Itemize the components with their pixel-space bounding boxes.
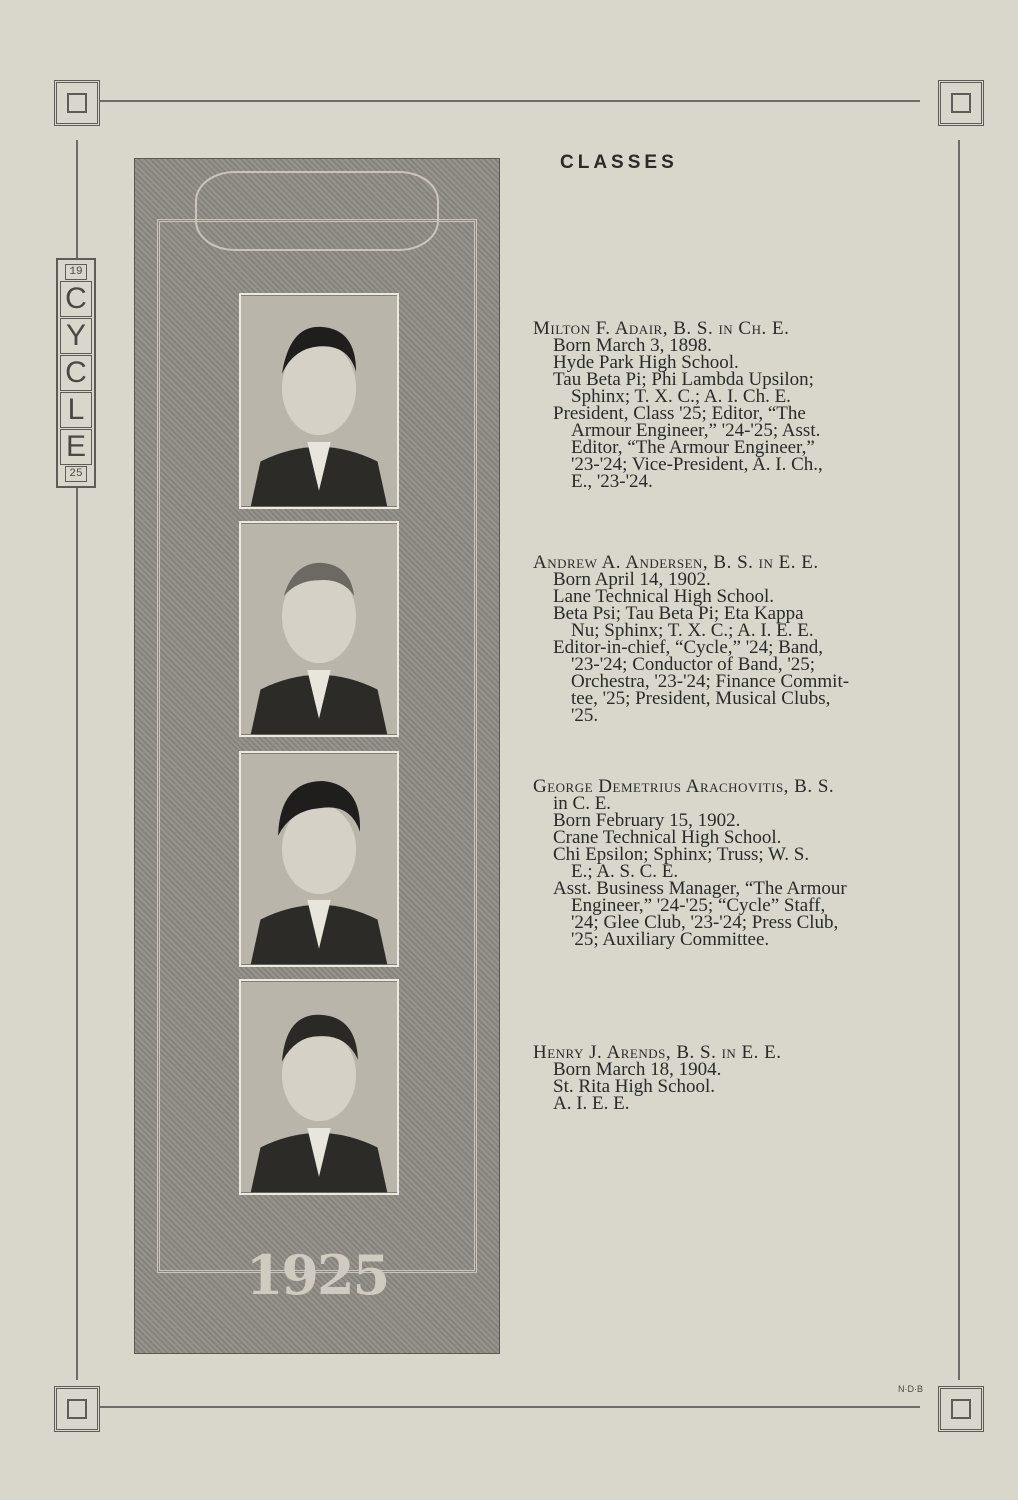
page-heading: CLASSES (560, 152, 678, 173)
class-member-entry (533, 778, 878, 948)
portrait-silhouette (241, 753, 397, 965)
corner-ornament-top-left (54, 80, 100, 126)
member-detail: Engineer,” '24-'25; “Cycle” Staff, (571, 895, 826, 916)
member-detail: E., '23-'24. (571, 471, 653, 492)
portrait-silhouette (241, 295, 397, 507)
portrait-photo (239, 751, 399, 967)
corner-ornament-top-right (938, 80, 984, 126)
member-detail: '24; Glee Club, '23-'24; Press Club, (571, 912, 839, 933)
member-name: Henry J. Arends, B. S. in E. E. (533, 1042, 782, 1063)
member-detail: Born March 18, 1904. (553, 1059, 722, 1080)
member-detail: '23-'24; Vice-President, A. I. Ch., (571, 454, 823, 475)
portrait-photo (239, 293, 399, 509)
portrait-silhouette (241, 523, 397, 735)
top-border (100, 100, 920, 102)
member-detail: Hyde Park High School. (553, 352, 739, 373)
portrait-photo (239, 979, 399, 1195)
member-detail: Chi Epsilon; Sphinx; Truss; W. S. (553, 844, 810, 865)
panel-year: 1925 (245, 1243, 389, 1307)
member-detail: Beta Psi; Tau Beta Pi; Eta Kappa (553, 603, 804, 624)
member-detail: Orchestra, '23-'24; Finance Commit- (571, 671, 850, 692)
member-detail: Editor, “The Armour Engineer,” (571, 437, 815, 458)
member-detail: Born March 3, 1898. (553, 335, 712, 356)
class-member-entry (533, 554, 878, 724)
class-member-entry (533, 320, 878, 490)
member-detail: Lane Technical High School. (553, 586, 774, 607)
bottom-border (100, 1406, 920, 1408)
emblem-letter: C (60, 281, 92, 317)
emblem-letter: E (60, 429, 92, 465)
portrait-panel (134, 158, 500, 1354)
member-detail: St. Rita High School. (553, 1076, 716, 1097)
portrait-silhouette (241, 981, 397, 1193)
member-detail: Editor-in-chief, “Cycle,” '24; Band, (553, 637, 824, 658)
emblem-letter: Y (60, 318, 92, 354)
member-detail: '25; Auxiliary Committee. (571, 929, 770, 950)
emblem-bottom-number: 25 (65, 466, 86, 482)
member-detail: Tau Beta Pi; Phi Lambda Upsilon; (553, 369, 814, 390)
portrait-photo (239, 521, 399, 737)
member-detail: Born February 15, 1902. (553, 810, 741, 831)
cycle-side-emblem (56, 258, 96, 488)
artist-mark: N·D·B (898, 1384, 923, 1394)
member-detail: Born April 14, 1902. (553, 569, 711, 590)
member-name: George Demetrius Arachovitis, B. S. (533, 776, 835, 797)
emblem-letter: C (60, 355, 92, 391)
member-detail: '23-'24; Conductor of Band, '25; (571, 654, 816, 675)
class-member-entry (533, 1044, 878, 1112)
member-detail: President, Class '25; Editor, “The (553, 403, 806, 424)
member-detail: Nu; Sphinx; T. X. C.; A. I. E. E. (571, 620, 814, 641)
emblem-top-number: 19 (65, 264, 86, 280)
member-detail: Armour Engineer,” '24-'25; Asst. (571, 420, 821, 441)
member-name: Andrew A. Andersen, B. S. in E. E. (533, 552, 819, 573)
member-detail: Asst. Business Manager, “The Armour (553, 878, 847, 899)
member-detail: tee, '25; President, Musical Clubs, (571, 688, 831, 709)
member-detail: A. I. E. E. (553, 1093, 630, 1114)
member-name: Milton F. Adair, B. S. in Ch. E. (533, 318, 790, 339)
member-detail: Crane Technical High School. (553, 827, 782, 848)
right-border (958, 140, 960, 1380)
corner-ornament-bottom-left (54, 1386, 100, 1432)
member-detail: E.; A. S. C. E. (571, 861, 679, 882)
member-detail: '25. (571, 705, 599, 726)
member-detail: Sphinx; T. X. C.; A. I. Ch. E. (571, 386, 791, 407)
member-detail: in C. E. (553, 793, 612, 814)
emblem-letter: L (60, 392, 92, 428)
corner-ornament-bottom-right (938, 1386, 984, 1432)
